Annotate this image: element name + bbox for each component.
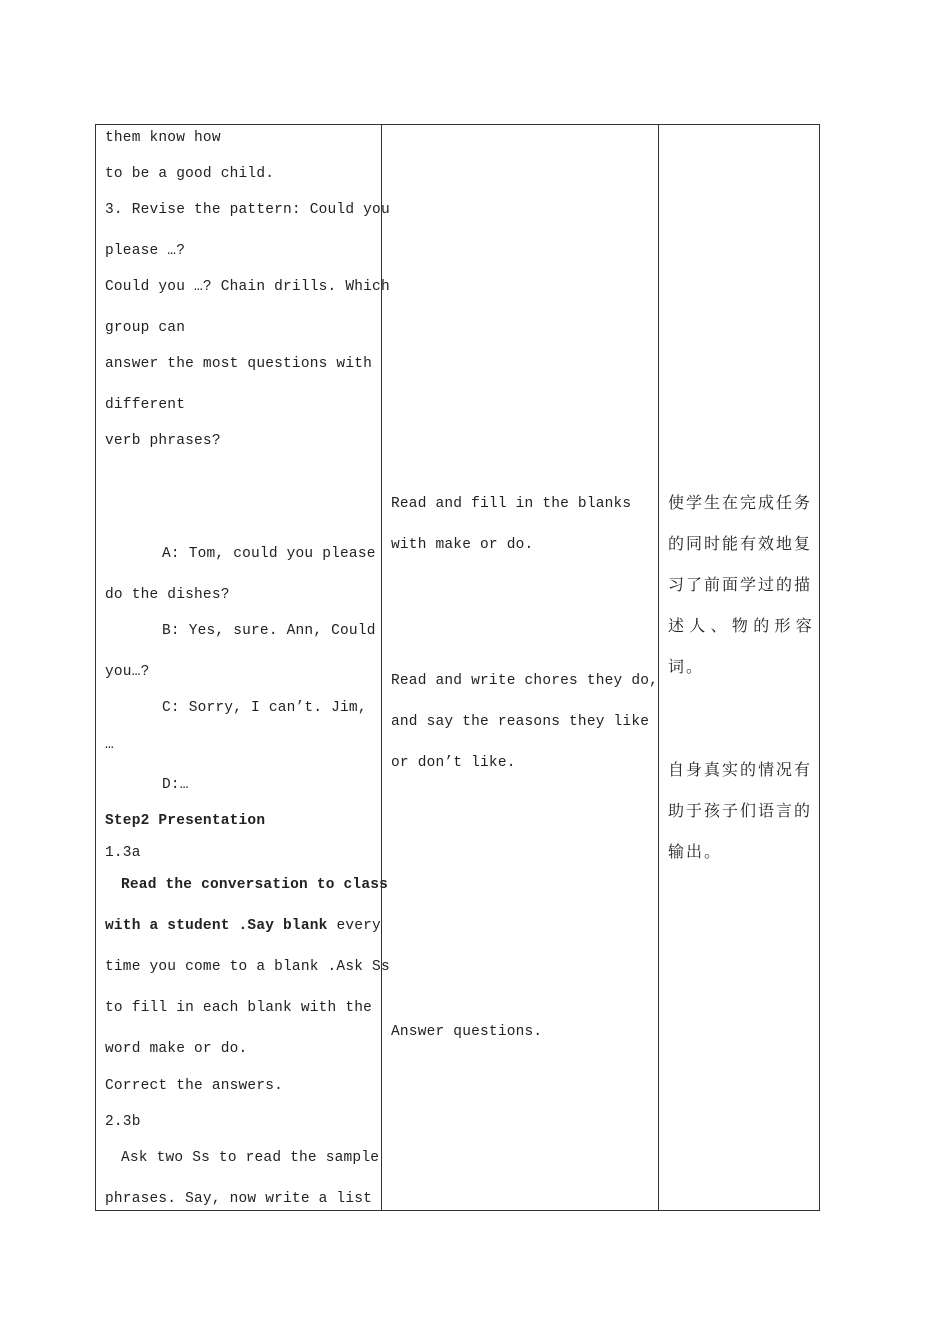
text-line: 自身真实的情况有 xyxy=(668,760,813,779)
text-line: phrases. Say, now write a list xyxy=(105,1191,373,1207)
text-line: 1.3a xyxy=(105,845,141,861)
text-line: Answer questions. xyxy=(391,1024,543,1040)
text-line: 使学生在完成任务 xyxy=(668,493,813,512)
text-line: with make or do. xyxy=(391,537,534,553)
text-line-bold: Read the conversation to class xyxy=(121,877,389,893)
text-line: group can xyxy=(105,320,186,336)
text-line xyxy=(105,917,381,935)
plain-span: every xyxy=(327,918,381,934)
text-line: please …? xyxy=(105,243,186,259)
text-line: Read and fill in the blanks xyxy=(391,496,632,512)
text-line: 述人、物的形容 xyxy=(668,616,812,635)
text-line: or don’t like. xyxy=(391,755,516,771)
text-line: to be a good child. xyxy=(105,166,275,182)
text-line: Could you …? Chain drills. Which xyxy=(105,279,390,295)
text-line: 习了前面学过的描 xyxy=(668,575,813,594)
text-line: 3. Revise the pattern: Could you xyxy=(105,202,390,218)
dialogue-line-b: B: Yes, sure. Ann, Could xyxy=(162,623,376,639)
text-line: Read and write chores they do, xyxy=(391,673,659,689)
text-line: answer the most questions with xyxy=(105,356,373,372)
step-heading: Step2 Presentation xyxy=(105,813,266,829)
text-line: 的同时能有效地复 xyxy=(668,534,813,553)
text-line: Correct the answers. xyxy=(105,1078,284,1094)
text-line: different xyxy=(105,397,186,413)
text-line: Ask two Ss to read the sample xyxy=(121,1150,380,1166)
text-line: word make or do. xyxy=(105,1041,248,1057)
dialogue-line-d: D:… xyxy=(162,777,189,793)
text-line: 2.3b xyxy=(105,1114,141,1130)
text-line: you…? xyxy=(105,664,150,680)
dialogue-line-a: A: Tom, could you please xyxy=(162,546,376,562)
text-line: to fill in each blank with the xyxy=(105,1000,373,1016)
text-line: 词。 xyxy=(668,657,705,676)
text-line: verb phrases? xyxy=(105,433,221,449)
dialogue-line-c: C: Sorry, I can’t. Jim, xyxy=(162,700,367,716)
bold-span: with a student .Say blank xyxy=(105,918,328,934)
text-line: 输出。 xyxy=(668,842,723,861)
text-line: do the dishes? xyxy=(105,587,230,603)
text-line: 助于孩子们语言的 xyxy=(668,801,813,820)
text-line: … xyxy=(105,737,114,753)
column-divider-2 xyxy=(658,125,659,1210)
text-line: and say the reasons they like xyxy=(391,714,650,730)
text-line: time you come to a blank .Ask Ss xyxy=(105,959,390,975)
text-line: them know how xyxy=(105,130,221,146)
